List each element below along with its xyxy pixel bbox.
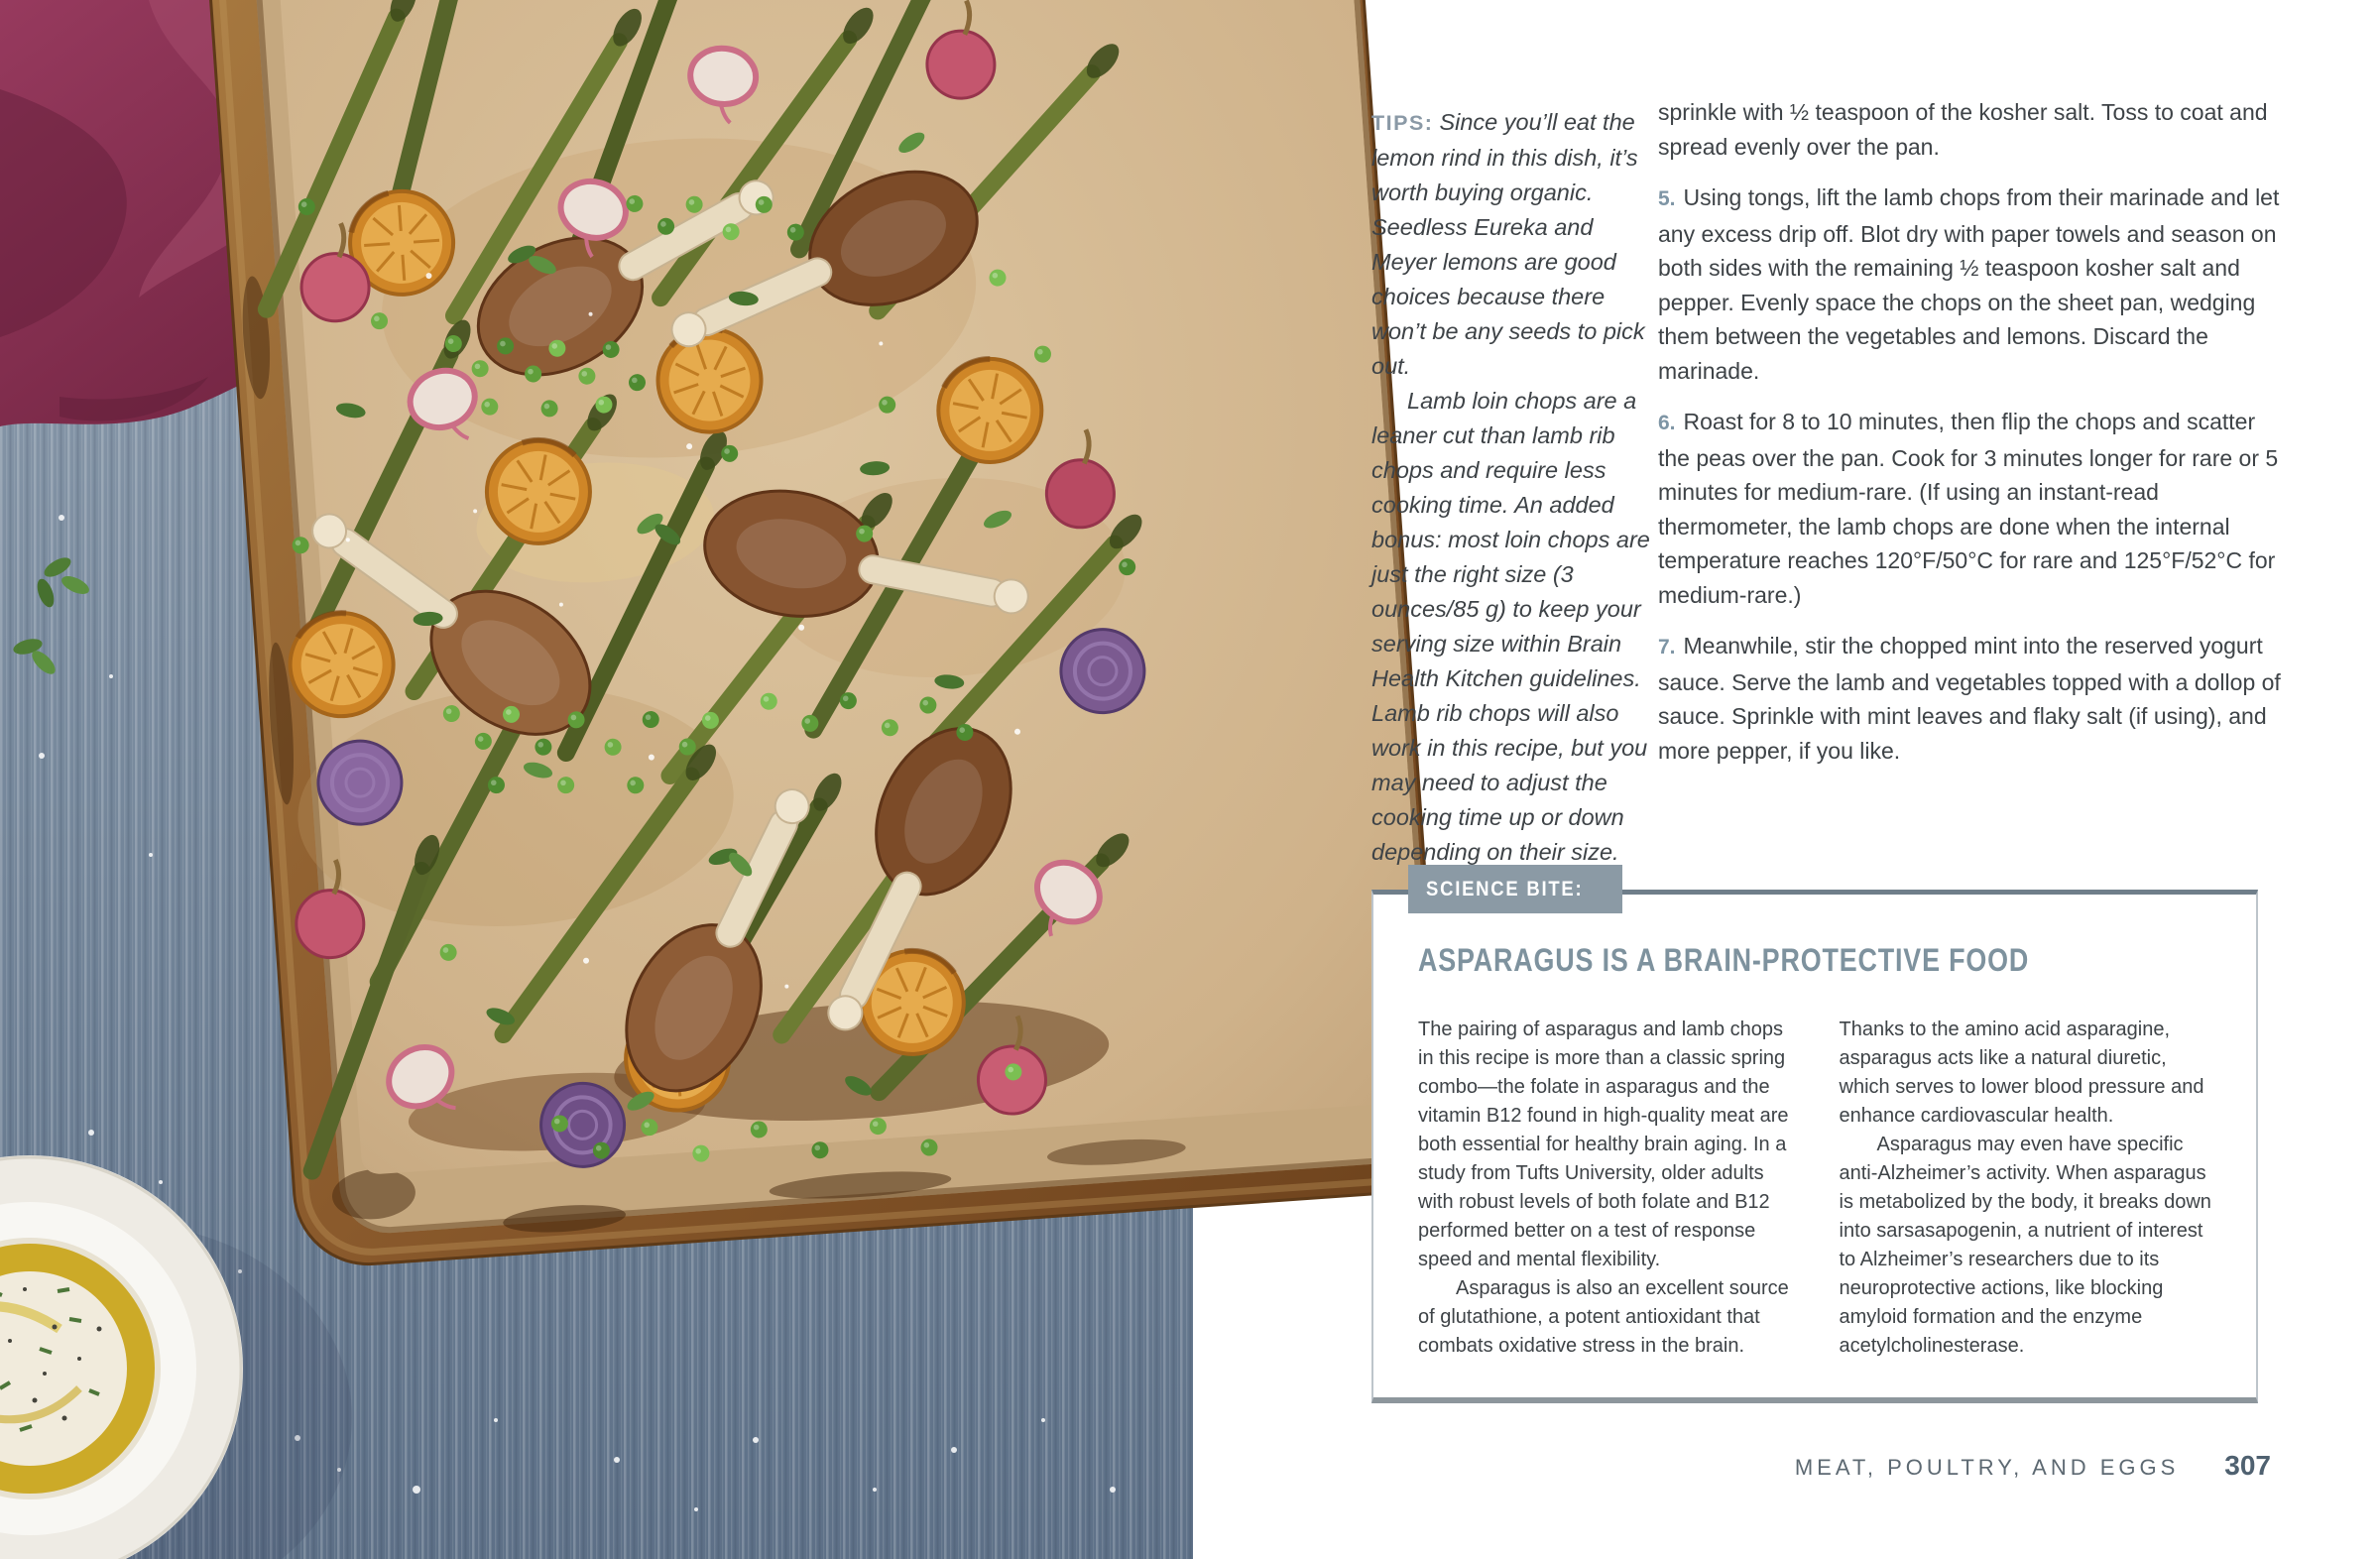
chapter-title: MEAT, POULTRY, AND EGGS [1794, 1455, 2180, 1480]
step-number-7: 7. [1658, 636, 1676, 659]
science-right-paragraph-1: Thanks to the amino acid asparagine, asparagus acts like a natural diuretic, which serves to lower blood pressure and enhance cardiovascular health. [1839, 1019, 2204, 1127]
recipe-step-5 [1658, 180, 2289, 388]
step-number-6: 6. [1658, 412, 1676, 434]
recipe-steps [1658, 95, 2289, 784]
recipe-step-7 [1658, 629, 2289, 768]
step-number-5: 5. [1658, 187, 1676, 210]
page-number: 307 [2224, 1450, 2271, 1481]
step-text-7: Meanwhile, stir the chopped mint into the reserved yogurt sauce. Serve the lamb and vegetables topped with a dollop of sauce. Sprinkle with mint leaves and flaky salt (if using), and more pepper, if you like. [1658, 633, 2281, 764]
tips-paragraph-2: Lamb loin chops are a leaner cut than lamb rib chops and require less cooking time. An added bonus: most loin chops are just the right size (3 ounces/85 g) to keep your serving size within Brain Health Kitchen guidelines. Lamb rib chops will also work in this recipe, but you may need to adjust the cooking time up or down depending on their size. [1371, 388, 1650, 865]
tips-sidebar [1371, 105, 1661, 870]
tips-paragraph-1 [1371, 105, 1661, 384]
science-bite-title: ASPARAGUS IS A BRAIN-PROTECTIVE FOOD [1418, 942, 2030, 978]
science-bite-box [1371, 878, 2258, 1403]
science-right-paragraph-2: Asparagus may even have specific anti-Alzheimer’s activity. When asparagus is metabolized by the body, it breaks down into sarsasapogenin, a nutrient of interest to Alzheimer’s researchers due to its neuroprotective actions, like blocking amyloid formation and the enzyme acetylcholinesterase. [1839, 1134, 2211, 1357]
science-left-paragraph-1: The pairing of asparagus and lamb chops in this recipe is more than a classic spring combo—the folate in asparagus and the vitamin B12 found in high-quality meat are both essential for healthy brain aging. In a study from Tufts University, older adults with robust levels of both folate and B12 performed better on a test of response speed and mental flexibility. [1418, 1019, 1789, 1270]
science-column-right [1840, 1016, 2215, 1361]
science-bite-label: SCIENCE BITE: [1408, 865, 1622, 913]
step-text-6: Roast for 8 to 10 minutes, then flip the chops and scatter the peas over the pan. Cook for 3 minutes longer for rare or 5 minutes for medium-rare. (If using an instant-read thermometer, the lamb chops are done when the internal temperature reaches 120°F/50°C for rare and 125°F/52°C for medium-rare.) [1658, 409, 2279, 608]
science-left-paragraph-2: Asparagus is also an excellent source of glutathione, a potent antioxidant that combats oxidative stress in the brain. [1418, 1277, 1789, 1357]
page-footer [1795, 1450, 2271, 1482]
tips-text-1: Since you’ll eat the lemon rind in this dish, it’s worth buying organic. Seedless Eureka and Meyer lemons are good choices because there won’t be any seeds to pick out. [1371, 109, 1645, 379]
tips-label: TIPS: [1371, 111, 1434, 135]
science-column-left [1418, 1016, 1794, 1361]
step-text-5: Using tongs, lift the lamb chops from their marinade and let any excess drip off. Blot dry with paper towels and season on both sides with the remaining ½ teaspoon kosher salt and pepper. Evenly space the chops on the sheet pan, wedging them between the vegetables and lemons. Discard the marinade. [1658, 184, 2280, 384]
sheet-pan [203, 0, 1447, 1269]
recipe-step-6 [1658, 405, 2289, 612]
science-bite-columns [1418, 1016, 2214, 1361]
step-4-continuation: sprinkle with ½ teaspoon of the kosher salt. Toss to coat and spread evenly over the pan. [1658, 99, 2268, 160]
